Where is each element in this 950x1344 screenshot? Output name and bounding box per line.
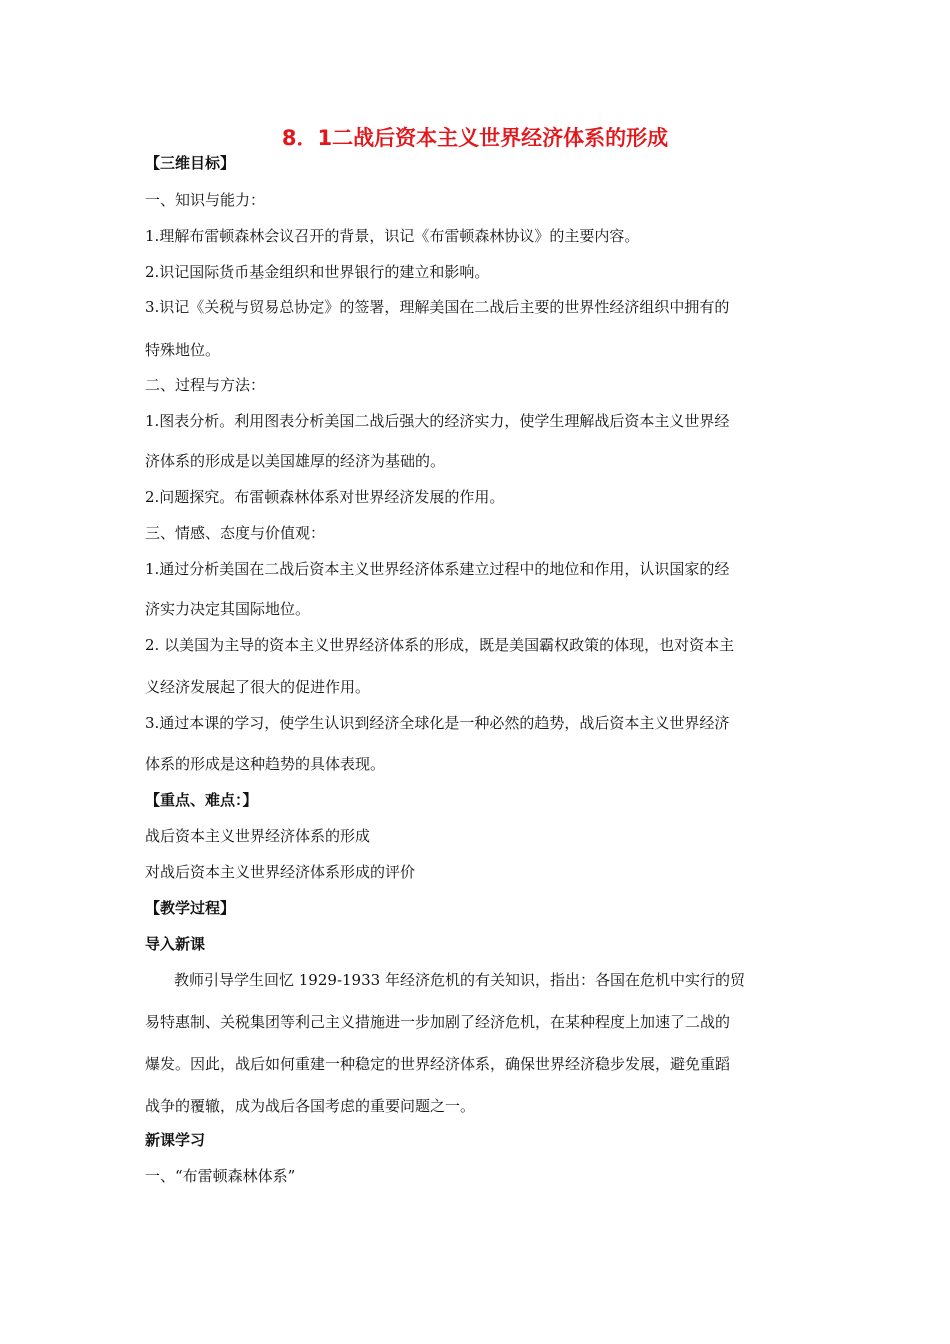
process-heading: 二、过程与方法： — [145, 376, 266, 394]
document-title: 8．1二战后资本主义世界经济体系的形成 — [281, 126, 669, 150]
intro-paragraph-line-3: 爆发。因此，战后如何重建一种稳定的世界经济体系，确保世界经济稳步发展，避免重蹈 — [145, 1055, 731, 1073]
intro-paragraph-line-1: 教师引导学生回忆 1929-1933 年经济危机的有关知识，指出：各国在危机中实行的贸 — [174, 971, 745, 989]
knowledge-item-1: 1.理解布雷顿森林会议召开的背景，识记《布雷顿森林协议》的主要内容。 — [145, 227, 640, 245]
process-item-2: 2.问题探究。布雷顿森林体系对世界经济发展的作用。 — [145, 488, 505, 506]
teaching-process-heading: 【教学过程】 — [145, 899, 236, 917]
values-item-2-line-2: 义经济发展起了很大的促进作用。 — [145, 678, 371, 696]
intro-paragraph-line-4: 战争的覆辙，成为战后各国考虑的重要问题之一。 — [145, 1097, 476, 1115]
values-item-1-line-2: 济实力决定其国际地位。 — [145, 600, 311, 618]
key-points-heading: 【重点、难点：】 — [145, 791, 258, 809]
intro-paragraph-line-2: 易特惠制、关税集团等利己主义措施进一步加剧了经济危机，在某种程度上加速了二战的 — [145, 1013, 731, 1031]
bretton-woods-heading: 一、“布雷顿森林体系” — [145, 1167, 296, 1185]
knowledge-item-2: 2.识记国际货币基金组织和世界银行的建立和影响。 — [145, 263, 490, 281]
key-point-1: 战后资本主义世界经济体系的形成 — [145, 827, 371, 845]
knowledge-heading: 一、知识与能力： — [145, 191, 266, 209]
new-lesson-heading: 新课学习 — [145, 1131, 206, 1149]
values-heading: 三、情感、态度与价值观： — [145, 524, 326, 542]
process-item-1-line-2: 济体系的形成是以美国雄厚的经济为基础的。 — [145, 452, 446, 470]
values-item-3-line-1: 3.通过本课的学习，使学生认识到经济全球化是一种必然的趋势，战后资本主义世界经济 — [145, 714, 730, 732]
intro-heading: 导入新课 — [145, 935, 206, 953]
values-item-3-line-2: 体系的形成是这种趋势的具体表现。 — [145, 755, 386, 773]
values-item-1-line-1: 1.通过分析美国在二战后资本主义世界经济体系建立过程中的地位和作用，认识国家的经 — [145, 560, 730, 578]
knowledge-item-3-line-2: 特殊地位。 — [145, 341, 221, 359]
key-point-2: 对战后资本主义世界经济体系形成的评价 — [145, 863, 416, 881]
knowledge-item-3-line-1: 3.识记《关税与贸易总协定》的签署，理解美国在二战后主要的世界性经济组织中拥有的 — [145, 298, 730, 316]
process-item-1-line-1: 1.图表分析。利用图表分析美国二战后强大的经济实力，使学生理解战后资本主义世界经 — [145, 412, 730, 430]
values-item-2-line-1: 2. 以美国为主导的资本主义世界经济体系的形成，既是美国霸权政策的体现，也对资本主 — [145, 636, 735, 654]
objectives-heading: 【三维目标】 — [145, 154, 236, 172]
